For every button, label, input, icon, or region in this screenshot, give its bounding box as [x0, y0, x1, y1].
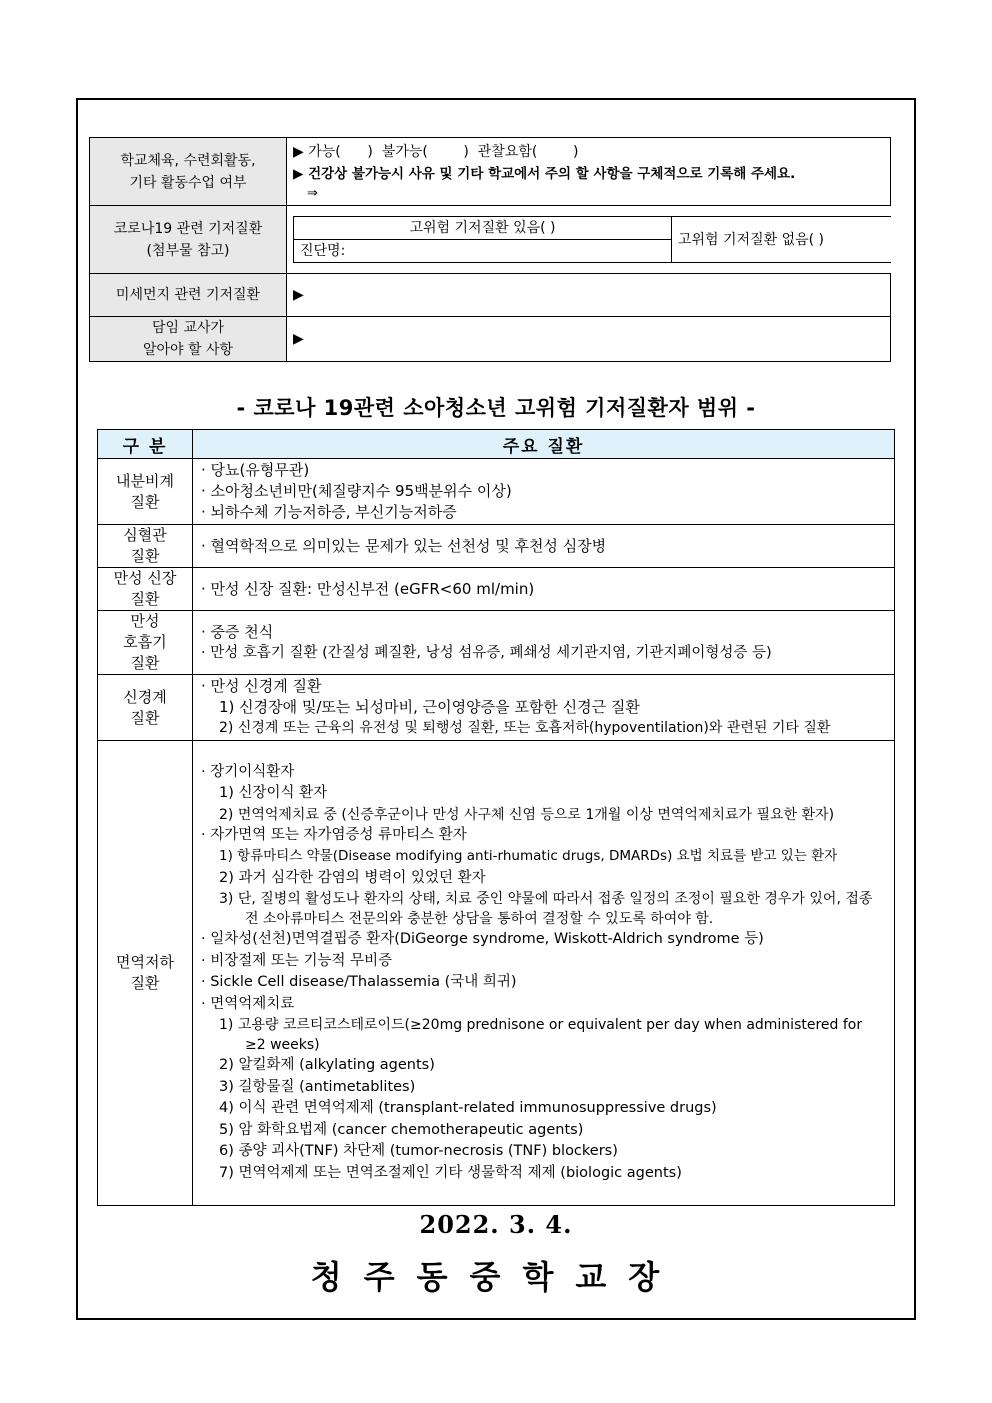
- disease-line: · 장기이식환자: [201, 763, 295, 780]
- disease-line: 2) 과거 심각한 감염의 병력이 있었던 환자: [219, 869, 486, 886]
- fine-dust-label: 미세먼지 관련 기저질환: [90, 274, 287, 317]
- fine-dust-value[interactable]: ▶: [287, 274, 891, 317]
- covid-condition-label: 코로나19 관련 기저질환 (첨부물 참고): [90, 206, 287, 274]
- disease-line: · 뇌하수체 기능저하증, 부신기능저하증: [201, 503, 457, 521]
- activity-instruction: ▶ 건강상 불가능시 사유 및 기타 학교에서 주의 할 사항을 구체적으로 기록해 주세요.: [293, 165, 796, 182]
- activity-options: ▶ 가능( ) 불가능( ) 관찰요함( ): [293, 143, 579, 160]
- disease-line: 1) 신장이식 환자: [219, 785, 328, 802]
- disease-line: · 비장절제 또는 기능적 무비증: [201, 952, 393, 969]
- header-category: 구 분: [98, 430, 193, 459]
- category-immunodeficiency: 면역저하 질환: [98, 741, 193, 1206]
- disease-line: · 만성 호흡기 질환 (간질성 폐질환, 낭성 섬유증, 폐쇄성 세기관지염, 기관지폐이형성증 등): [201, 644, 772, 661]
- covid-condition-inner: [293, 216, 891, 263]
- covid-condition-value: [287, 206, 891, 274]
- disease-line: 2) 면역억제치료 중 (신증후군이나 만성 사구체 신염 등으로 1개월 이상 면역억제치료가 필요한 환자): [219, 806, 835, 823]
- disease-line: 6) 종양 괴사(TNF) 차단제 (tumor-necrosis (TNF) blockers): [219, 1143, 618, 1160]
- disease-line: 7) 면역억제제 또는 면역조절제인 기타 생물학적 제제 (biologic agents): [219, 1164, 682, 1181]
- disease-line: 1) 신경장애 및/또는 뇌성마비, 근이영양증을 포함한 신경근 질환: [219, 698, 640, 716]
- disease-line: · 자가면역 또는 자가염증성 류마티스 환자: [201, 826, 467, 843]
- disease-line: · 만성 신장 질환: 만성신부전 (eGFR<60 ml/min): [201, 579, 535, 598]
- disease-list: [193, 568, 895, 611]
- disease-line: 4) 이식 관련 면역억제제 (transplant-related immunosuppressive drugs): [219, 1100, 717, 1117]
- disease-line: · 당뇨(유형무관): [201, 461, 310, 479]
- high-risk-no[interactable]: 고위험 기저질환 없음( ): [672, 217, 891, 263]
- section-title: - 코로나 19관련 소아청소년 고위험 기저질환자 범위 -: [236, 396, 756, 420]
- activity-label: 학교체육, 수련회활동, 기타 활동수업 여부: [90, 138, 287, 206]
- activity-arrow: ⇒: [307, 185, 318, 201]
- disease-list: [193, 459, 895, 525]
- category-cardiovascular: 심혈관 질환: [98, 525, 193, 568]
- disease-line: · 중증 천식: [201, 622, 274, 641]
- category-respiratory: 만성 호흡기 질환: [98, 611, 193, 675]
- disease-line: 1) 고용량 코르티코스테로이드(≥20mg prednisone or equivalent per day when administered for ≥2 weeks): [219, 1017, 863, 1054]
- disease-line: 3) 단, 질병의 활성도나 환자의 상태, 치료 중인 약물에 따라서 접종 일정의 조정이 필요한 경우가 있어, 접종 전 소아류마티스 전문의와 충분한 상담을 통하여 결정할 수 있도록 하여야 함.: [219, 891, 873, 928]
- category-neurological: 신경계 질환: [98, 675, 193, 741]
- disease-line: 3) 길항물질 (antimetablites): [219, 1078, 416, 1095]
- teacher-notes-label: 담임 교사가 알아야 할 사항: [90, 317, 287, 362]
- header-disease: 주요 질환: [193, 430, 895, 459]
- high-risk-yes[interactable]: 고위험 기저질환 있음( ): [294, 217, 672, 240]
- disease-line: 5) 암 화학요법제 (cancer chemotherapeutic agents): [219, 1121, 584, 1138]
- disease-line: · 만성 신경계 질환: [201, 677, 322, 695]
- disease-line: · 소아청소년비만(체질량지수 95백분위수 이상): [201, 482, 512, 500]
- disease-line: 2) 신경계 또는 근육의 유전성 및 퇴행성 질환, 또는 호흡저하(hypoventilation)와 관련된 기타 질환: [219, 720, 831, 736]
- disease-line: · 일차성(선천)면역결핍증 환자(DiGeorge syndrome, Wiskott-Aldrich syndrome 등): [201, 931, 764, 948]
- student-health-form: [89, 137, 891, 362]
- category-kidney: 만성 신장 질환: [98, 568, 193, 611]
- document-date: 2022. 3. 4.: [419, 1210, 573, 1239]
- disease-line: · Sickle Cell disease/Thalassemia (국내 희귀): [201, 974, 517, 991]
- principal-signature: 청주동중학교장: [310, 1258, 682, 1296]
- disease-line: 2) 알킬화제 (alkylating agents): [219, 1057, 435, 1074]
- disease-list: [193, 525, 895, 568]
- activity-value[interactable]: [287, 138, 891, 206]
- teacher-notes-value[interactable]: ▶: [287, 317, 891, 362]
- disease-line: · 면역억제치료: [201, 995, 295, 1012]
- disease-list: [193, 611, 895, 675]
- disease-list: [193, 675, 895, 741]
- disease-list: [193, 741, 895, 1206]
- category-endocrine: 내분비계 질환: [98, 459, 193, 525]
- high-risk-disease-table: [97, 429, 895, 1206]
- diagnosis-field[interactable]: 진단명:: [294, 240, 672, 263]
- disease-line: 1) 항류마티스 약물(Disease modifying anti-rhumatic drugs, DMARDs) 요법 치료를 받고 있는 환자: [219, 848, 838, 865]
- disease-line: · 혈역학적으로 의미있는 문제가 있는 선천성 및 후천성 심장병: [201, 536, 607, 555]
